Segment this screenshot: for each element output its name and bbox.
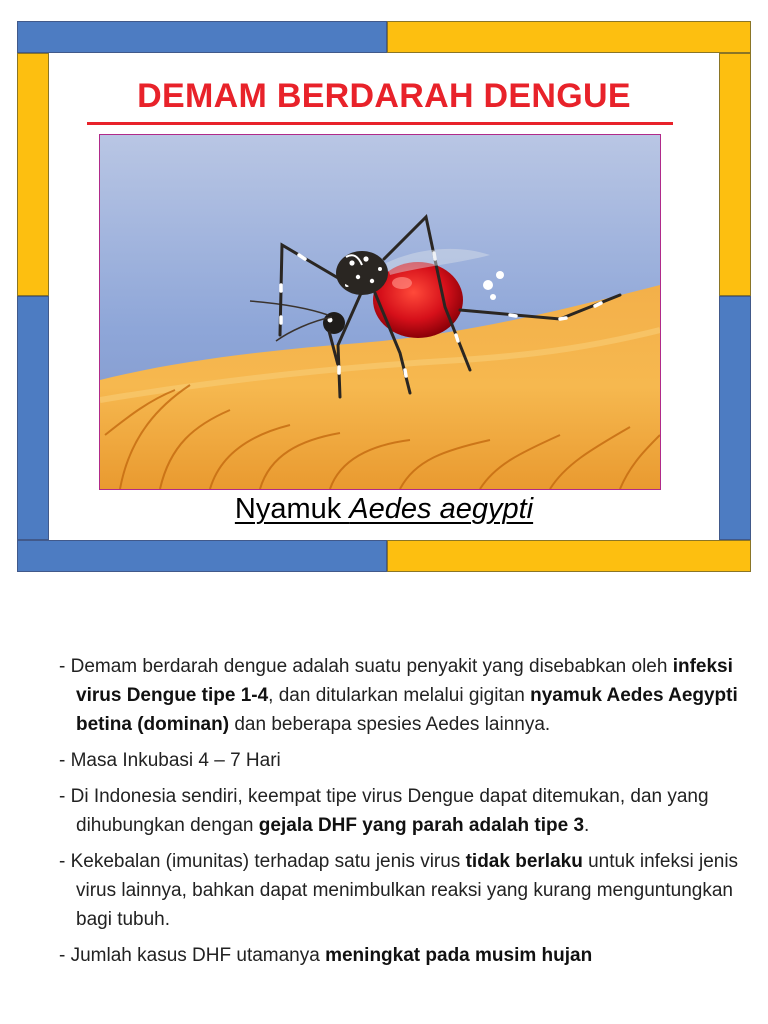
frame-bottom-left-bar — [17, 540, 387, 572]
note-text: - Demam berdarah dengue adalah suatu penyakit yang disebabkan oleh — [59, 656, 673, 677]
note-item — [59, 782, 749, 840]
note-text: - Masa Inkubasi 4 – 7 Hari — [59, 750, 281, 771]
frame-top-left-bar — [17, 21, 387, 53]
note-emphasis: meningkat pada musim hujan — [325, 945, 593, 966]
note-emphasis: nyamuk Aedes Aegypti betina (dominan) — [76, 685, 738, 735]
frame-top-right-bar — [387, 21, 751, 53]
note-item — [59, 941, 749, 970]
note-emphasis: tidak berlaku — [465, 851, 583, 872]
note-emphasis: infeksi virus Dengue tipe 1-4 — [76, 656, 733, 706]
note-emphasis: gejala DHF yang parah adalah tipe 3 — [258, 815, 585, 836]
note-text: - Kekebalan (imunitas) terhadap satu jenis virus — [59, 851, 466, 872]
note-text: dan beberapa spesies Aedes lainnya. — [229, 714, 551, 735]
note-text: untuk infeksi jenis virus lainnya, bahkan dapat menimbulkan reaksi yang kurang menguntungkan bagi tubuh. — [76, 851, 739, 930]
note-text: - Di Indonesia sendiri, keempat tipe virus Dengue dapat ditemukan, dan yang dihubungkan dengan — [59, 786, 709, 836]
slide-title: DEMAM BERDARAH DENGUE — [137, 77, 631, 115]
caption-prefix: Nyamuk — [234, 493, 350, 525]
title-underline — [87, 122, 673, 125]
note-text: - Jumlah kasus DHF utamanya — [59, 945, 326, 966]
mosquito-photo — [99, 134, 661, 490]
note-item — [59, 847, 749, 934]
caption-species: Aedes aegypti — [349, 493, 534, 525]
note-item — [59, 652, 749, 739]
note-text: , dan ditularkan melalui gigitan — [268, 685, 531, 706]
frame-bottom-right-bar — [387, 540, 751, 572]
photo-caption — [17, 493, 751, 526]
slide — [17, 21, 751, 572]
note-text: . — [584, 815, 590, 836]
note-item — [59, 746, 749, 775]
notes-list — [59, 652, 749, 977]
